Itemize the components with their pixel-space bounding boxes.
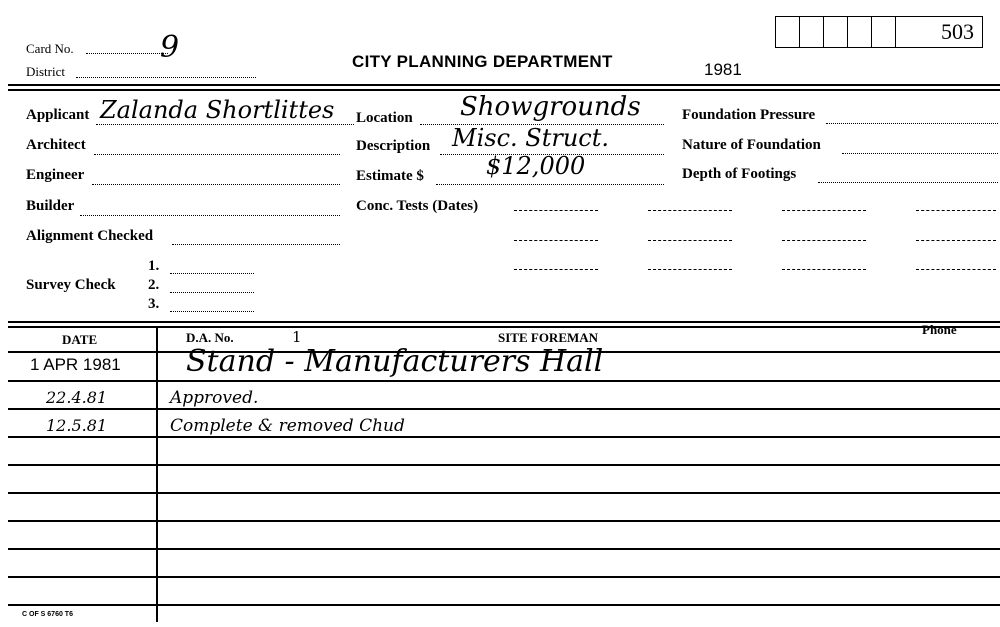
district-label: District	[26, 64, 65, 79]
date-header: DATE	[62, 332, 98, 347]
alignment-checked-label: Alignment Checked	[26, 228, 154, 244]
conc-test-line	[916, 269, 996, 270]
log-date-2: 22.4.81	[46, 388, 108, 407]
da-no-label: D.A. No.	[186, 330, 234, 345]
survey-num-1: 1.	[148, 258, 160, 274]
header-rule-1	[8, 84, 1000, 86]
conc-test-line	[514, 240, 598, 241]
survey-num-3: 3.	[148, 296, 160, 312]
survey-underline-3	[170, 311, 254, 312]
log-line	[8, 548, 1000, 550]
survey-underline-2	[170, 292, 254, 293]
conc-tests-label: Conc. Tests (Dates)	[356, 198, 479, 214]
log-line	[8, 576, 1000, 578]
log-rule-1	[8, 321, 1000, 323]
estimate-value: $12,000	[486, 152, 586, 180]
card-no-underline	[86, 53, 168, 54]
number-box-1	[775, 16, 800, 48]
district-underline	[76, 77, 256, 78]
log-text-2: Approved.	[170, 388, 259, 408]
description-label: Description	[356, 138, 431, 154]
card-number: 503	[941, 19, 974, 44]
builder-label: Builder	[26, 198, 75, 214]
page-title: CITY PLANNING DEPARTMENT	[352, 52, 613, 71]
conc-test-line	[782, 210, 866, 211]
conc-test-line	[648, 269, 732, 270]
number-box-5	[871, 16, 896, 48]
log-date-1: 1 APR 1981	[30, 355, 121, 374]
engineer-underline	[92, 184, 340, 185]
log-text-1: Stand - Manufacturers Hall	[186, 344, 604, 379]
conc-test-line	[648, 210, 732, 211]
da-no-value: 1	[292, 328, 302, 346]
applicant-value: Zalanda Shortlittes	[100, 96, 335, 124]
phone-label: Phone	[922, 322, 957, 337]
conc-test-line	[648, 240, 732, 241]
nature-of-foundation-underline	[842, 153, 998, 154]
log-line	[8, 492, 1000, 494]
nature-of-foundation-label: Nature of Foundation	[682, 137, 821, 153]
number-box-3	[823, 16, 848, 48]
architect-underline	[94, 154, 340, 155]
log-line	[8, 380, 1000, 382]
conc-test-line	[782, 269, 866, 270]
log-line	[8, 464, 1000, 466]
number-box-2	[799, 16, 824, 48]
conc-test-line	[916, 210, 996, 211]
survey-num-2: 2.	[148, 277, 160, 293]
conc-test-line	[782, 240, 866, 241]
year: 1981	[704, 60, 742, 79]
conc-test-line	[514, 269, 598, 270]
form-code: C OF S 6760 T6	[22, 611, 73, 618]
description-value: Misc. Struct.	[452, 124, 609, 152]
location-label: Location	[356, 110, 413, 126]
log-text-3: Complete & removed Chud	[170, 416, 405, 436]
foundation-pressure-label: Foundation Pressure	[682, 107, 816, 123]
builder-underline	[80, 215, 340, 216]
conc-test-line	[916, 240, 996, 241]
location-value: Showgrounds	[460, 92, 641, 122]
applicant-underline	[96, 124, 354, 125]
estimate-label: Estimate $	[356, 168, 424, 184]
depth-of-footings-underline	[818, 182, 998, 183]
alignment-underline	[172, 244, 340, 245]
number-box	[895, 16, 983, 48]
log-line	[8, 604, 1000, 606]
architect-label: Architect	[26, 137, 86, 153]
conc-test-line	[514, 210, 598, 211]
header-rule-2	[8, 89, 1000, 91]
card-no-label: Card No.	[26, 41, 74, 56]
estimate-underline	[436, 184, 664, 185]
depth-of-footings-label: Depth of Footings	[682, 166, 797, 182]
applicant-label: Applicant	[26, 107, 90, 123]
number-box-4	[847, 16, 872, 48]
log-line	[8, 436, 1000, 438]
card-no-value: 9	[160, 30, 180, 65]
site-foreman-label: SITE FOREMAN	[498, 330, 599, 345]
log-line	[8, 520, 1000, 522]
survey-underline-1	[170, 273, 254, 274]
log-date-3: 12.5.81	[46, 416, 108, 435]
log-line	[8, 408, 1000, 410]
engineer-label: Engineer	[26, 167, 85, 183]
survey-check-label: Survey Check	[26, 277, 116, 293]
foundation-pressure-underline	[826, 123, 998, 124]
